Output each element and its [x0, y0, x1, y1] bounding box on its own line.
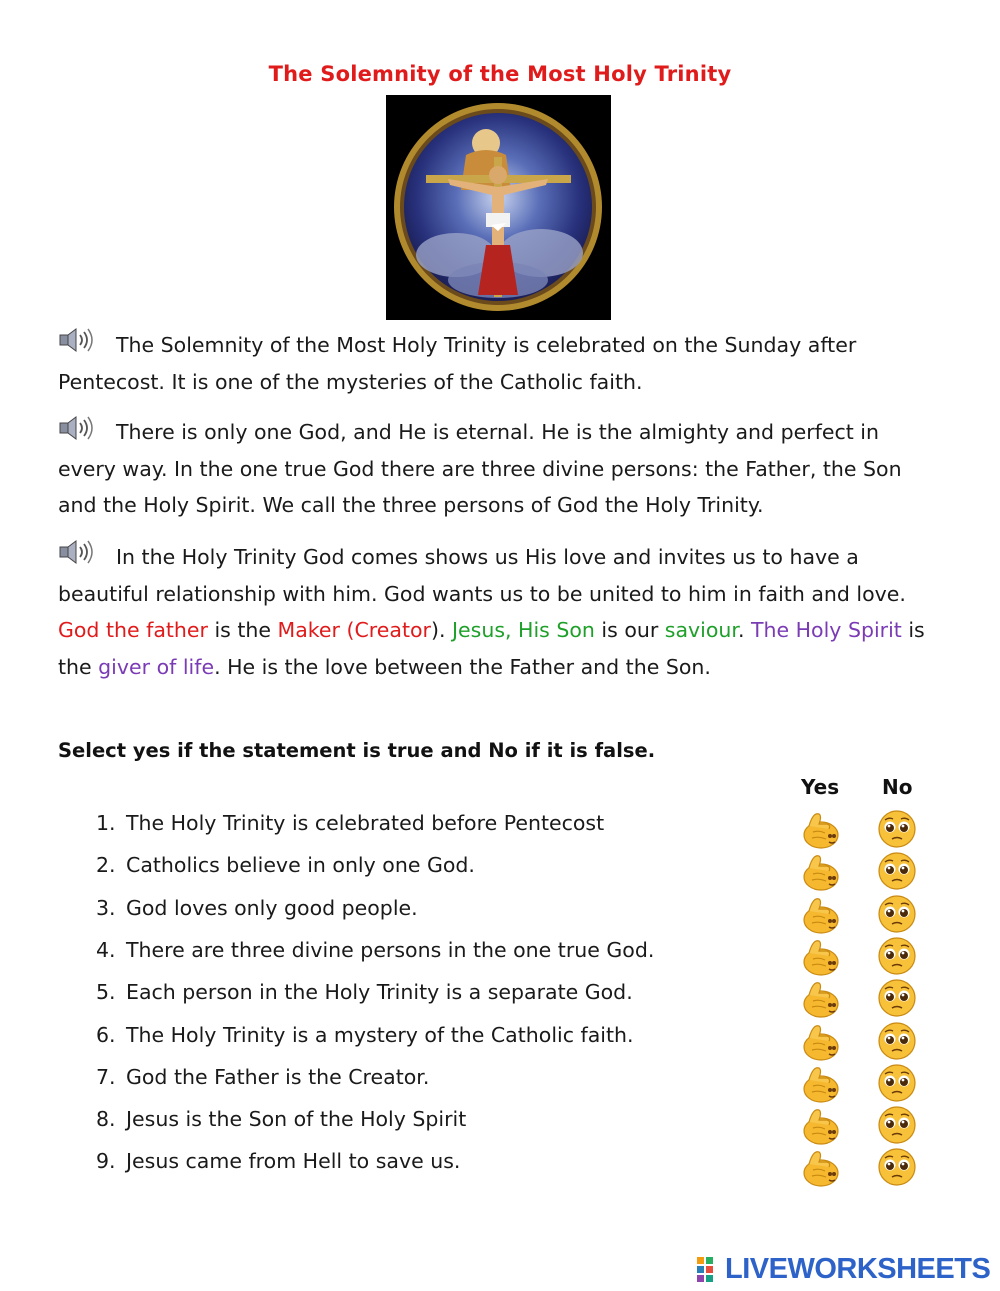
thumbs-up-icon	[797, 1020, 843, 1062]
thumbs-up-icon	[797, 1146, 843, 1188]
page-title: The Solemnity of the Most Holy Trinity	[268, 62, 732, 86]
text-fragment: is our	[594, 618, 665, 642]
liveworksheets-logo	[697, 1252, 990, 1286]
question-number: 8.	[96, 1107, 116, 1131]
question-number: 5.	[96, 980, 116, 1004]
question-row	[96, 1065, 429, 1089]
thumbs-up-icon	[797, 977, 843, 1019]
question-text: Jesus is the Son of the Holy Spirit	[126, 1107, 467, 1131]
instruction-text: Select yes if the statement is true and No if it is false.	[58, 739, 656, 762]
question-number: 9.	[96, 1149, 116, 1173]
yes-option-6[interactable]	[797, 1020, 843, 1062]
question-row	[96, 811, 604, 835]
question-number: 4.	[96, 938, 116, 962]
pleading-face-icon	[874, 893, 920, 935]
question-number: 2.	[96, 853, 116, 877]
holy-spirit-text: The Holy Spirit	[751, 618, 902, 642]
thumbs-up-icon	[797, 1062, 843, 1104]
question-row	[96, 1107, 466, 1131]
question-row	[96, 980, 633, 1004]
yes-option-4[interactable]	[797, 935, 843, 977]
no-option-7[interactable]	[874, 1062, 920, 1104]
question-text: Catholics believe in only one God.	[126, 853, 475, 877]
question-row	[96, 1149, 460, 1173]
text-fragment: is the	[207, 618, 278, 642]
thumbs-up-icon	[797, 850, 843, 892]
question-row	[96, 938, 654, 962]
liveworksheets-logo-icon	[697, 1255, 725, 1283]
brand-name: LIVEWORKSHEETS	[725, 1252, 991, 1285]
pleading-face-icon	[874, 1062, 920, 1104]
thumbs-up-icon	[797, 808, 843, 850]
question-number: 1.	[96, 811, 116, 835]
no-option-3[interactable]	[874, 893, 920, 935]
yes-option-2[interactable]	[797, 850, 843, 892]
pleading-face-icon	[874, 1020, 920, 1062]
question-text: Jesus came from Hell to save us.	[126, 1149, 461, 1173]
pleading-face-icon	[874, 1104, 920, 1146]
paragraph-2	[58, 414, 943, 524]
paragraph-1	[58, 327, 943, 400]
question-text: There are three divine persons in the one true God.	[126, 938, 655, 962]
question-row	[96, 853, 475, 877]
question-text: The Holy Trinity is a mystery of the Catholic faith.	[126, 1023, 634, 1047]
thumbs-up-icon	[797, 935, 843, 977]
yes-column-header: Yes	[801, 775, 840, 799]
question-number: 3.	[96, 896, 116, 920]
paragraph-1-text: The Solemnity of the Most Holy Trinity is celebrated on the Sunday after Pentecost. It is one of the mysteries of the Catholic faith.	[58, 333, 857, 394]
question-text: God the Father is the Creator.	[126, 1065, 430, 1089]
no-column-header: No	[882, 775, 913, 799]
pleading-face-icon	[874, 935, 920, 977]
saviour-text: saviour	[664, 618, 738, 642]
question-row	[96, 1023, 634, 1047]
yes-option-8[interactable]	[797, 1104, 843, 1146]
question-number: 6.	[96, 1023, 116, 1047]
yes-option-9[interactable]	[797, 1146, 843, 1188]
stained-glass-trinity-image	[386, 95, 611, 320]
no-option-4[interactable]	[874, 935, 920, 977]
yes-option-5[interactable]	[797, 977, 843, 1019]
question-text: The Holy Trinity is celebrated before Pentecost	[126, 811, 605, 835]
pleading-face-icon	[874, 1146, 920, 1188]
pleading-face-icon	[874, 850, 920, 892]
god-the-father-text: God the father	[58, 618, 208, 642]
paragraph-2-text: There is only one God, and He is eternal. He is the almighty and perfect in every way. In the one true God there are three divine persons: the Father, the Son and the Holy Spirit. We call the three persons of God the Holy Trinity.	[58, 420, 902, 517]
question-text: Each person in the Holy Trinity is a separate God.	[126, 980, 633, 1004]
text-fragment: ).	[430, 618, 452, 642]
text-fragment: is the	[58, 618, 925, 679]
no-option-5[interactable]	[874, 977, 920, 1019]
pleading-face-icon	[874, 808, 920, 850]
no-option-6[interactable]	[874, 1020, 920, 1062]
paragraph-3-text: In the Holy Trinity God comes shows us His love and invites us to have a beautiful relationship with him. God wants us to be united to him in faith and love.	[58, 545, 906, 606]
paragraph-3	[58, 539, 943, 685]
yes-option-3[interactable]	[797, 893, 843, 935]
jesus-his-son-text: Jesus, His Son	[452, 618, 595, 642]
question-number: 7.	[96, 1065, 116, 1089]
question-text: God loves only good people.	[126, 896, 418, 920]
no-option-1[interactable]	[874, 808, 920, 850]
giver-of-life-text: giver of life	[98, 654, 215, 679]
no-option-2[interactable]	[874, 850, 920, 892]
yes-option-1[interactable]	[797, 808, 843, 850]
text-fragment: . He is the love between the Father and the Son.	[214, 654, 711, 679]
maker-creator-text: Maker (Creator	[277, 618, 431, 642]
thumbs-up-icon	[797, 1104, 843, 1146]
no-option-8[interactable]	[874, 1104, 920, 1146]
text-fragment: .	[737, 618, 751, 642]
question-row	[96, 896, 418, 920]
yes-option-7[interactable]	[797, 1062, 843, 1104]
pleading-face-icon	[874, 977, 920, 1019]
thumbs-up-icon	[797, 893, 843, 935]
no-option-9[interactable]	[874, 1146, 920, 1188]
